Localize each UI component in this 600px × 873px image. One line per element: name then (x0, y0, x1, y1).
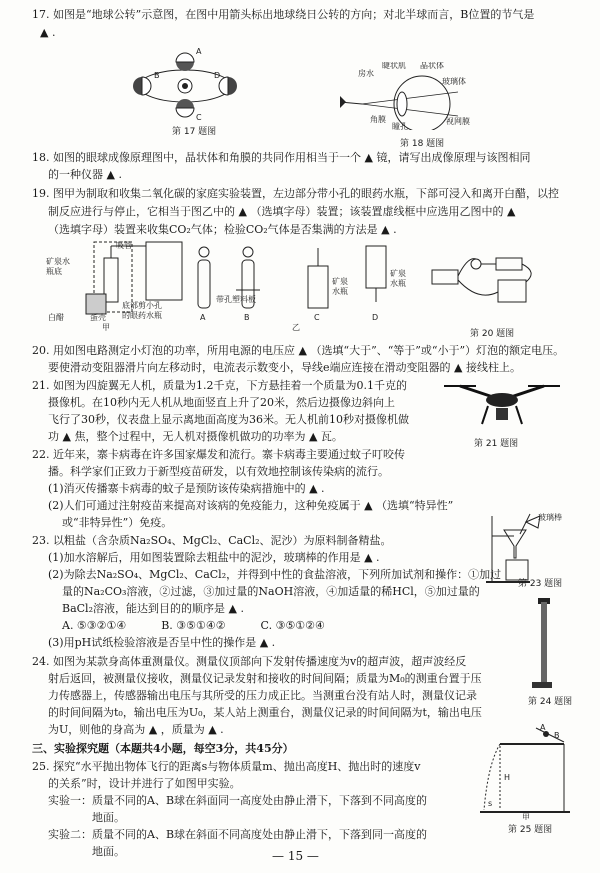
q25-line5: 实验二：质量不同的A、B球在斜面不同高度处由静止滑下，下落到同一高度的 (48, 828, 428, 841)
fig19-option-b: B (244, 313, 250, 322)
q21-line1: 21. 如图为四旋翼无人机，质量为1.2千克，下方悬挂着一个质量为0.1千克的 (32, 379, 407, 392)
section-3-heading: 三、实验探究题（本题共4小题，每空3分，共45分） (32, 742, 294, 755)
q24-line2: 射后返回，被测量仪接收，测量仪记录发射和接收的时间间隔；质量为M₀的测重台置于压 (48, 672, 482, 685)
q24-line3: 力传感器上，传感器输出电压与其所受的压力成正比。当测重台没有站人时，测量仪记录 (48, 689, 477, 702)
fig25-label-s: s (488, 799, 493, 808)
q21-line2: 摄像机。在10秒内无人机从地面竖直上升了20米，然后边摄像边斜向上 (48, 396, 395, 409)
q23-line2: (1)加水溶解后，用如图装置除去粗盐中的泥沙，玻璃棒的作用是 ▲ . (48, 551, 380, 564)
fig19-label-straw: 吸管 (116, 241, 132, 250)
q25-line6: 地面。 (92, 845, 125, 858)
fig25-label-a: A (540, 724, 546, 732)
fig25-label-b: B (554, 731, 560, 740)
q23-options: A. ⑤③②①④ B. ③⑤①④② C. ③⑤①②④ (62, 619, 325, 632)
q19-line1: 19. 图甲为制取和收集二氧化碳的家庭实验装置，左边部分带小孔的眼药水瓶，下部可浸入和离开白醋，以控 (32, 187, 559, 200)
q20-line2: 要使滑动变阻器滑片向左移动时，电流表示数变小，导线e端应连接在滑动变阻器的 ▲ 接线柱上。 (48, 361, 521, 374)
fig19-label-d-bottle-2: 水瓶 (390, 279, 406, 288)
q17-line2: ▲ . (40, 26, 56, 39)
q22-line3: (1)消灭传播寨卡病毒的蚊子是预防该传染病措施中的 ▲ . (48, 482, 325, 495)
q24-line4: 的时间间隔为t₀，输出电压为U₀，某人站上测重台，测量仪记录的时间间隔为t，输出电压 (48, 706, 482, 719)
fig18-label-aqueous: 房水 (358, 69, 374, 78)
fig19-option-a: A (200, 313, 206, 322)
fig19-option-d: D (372, 313, 379, 322)
fig18-label-lens: 晶状体 (420, 62, 444, 70)
fig19-label-eyedrop-2: 的眼药水瓶 (122, 311, 162, 320)
fig18-label-ciliary: 睫状肌 (382, 62, 406, 70)
q23-line7: (3)用pH试纸检验溶液是否呈中性的操作是 ▲ . (48, 636, 276, 649)
fig19-label-d-bottle-1: 矿泉 (390, 269, 406, 278)
q17-line1: 17. 如图是“地球公转”示意图，在图中用箭头标出地球绕日公转的方向；对北半球而言，B位置的节气是 (32, 8, 535, 21)
q23-line5: BaCl₂溶液，能达到目的的顺序是 ▲ . (62, 602, 244, 615)
fig19-label-bottle-bottom: 瓶底 (46, 267, 62, 276)
fig19-label-vinegar: 白醋 (48, 313, 64, 322)
q24-line5: 为U，则他的身高为 ▲ ，质量为 ▲ . (48, 723, 224, 736)
q18-line1: 18. 如图的眼球成像原理图中，晶状体和角膜的共同作用相当于一个 ▲ 镜，请写出成像原理与该图相同 (32, 151, 531, 164)
q25-line3: 实验一：质量不同的A、B球在斜面同一高度处由静止滑下，下落到不同高度的 (48, 794, 428, 807)
fig23-label-glass-rod: 玻璃棒 (538, 513, 562, 522)
fig18-eye-diagram (340, 62, 480, 130)
page-number: — 15 — (272, 849, 319, 863)
fig19-label-jia: 甲 (102, 323, 110, 332)
fig19-label-yi: 乙 (292, 323, 300, 332)
fig20-caption: 第 20 题图 (470, 329, 515, 339)
fig18-label-retina: 视网膜 (446, 117, 470, 126)
fig25-label-jia: 甲 (522, 813, 530, 820)
q19-line2: 制反应进行与停止，它相当于图乙中的 ▲ （选填字母）装置；该装置虚线框中应选用乙图中的 ▲ (48, 205, 516, 218)
fig20-circuit (428, 252, 548, 310)
q23-line1: 23. 以粗盐（含杂质Na₂SO₄、MgCl₂、CaCl₂、泥沙）为原料制备精盐。 (32, 534, 392, 547)
q23-line3: (2)为除去Na₂SO₄、MgCl₂、CaCl₂，并得到中性的食盐溶液，下列所加试剂和操作：①加过 (48, 568, 502, 581)
fig19-label-mineral-water: 矿泉水 (46, 257, 70, 266)
q22-line4: (2)人们可通过注射疫苗来提高对该病的免疫能力，这种免疫属于 ▲ （选填“特异性” (48, 499, 454, 512)
q22-line5: 或“非特异性”）免疫。 (62, 516, 173, 529)
q22-line1: 22. 近年来，寨卡病毒在许多国家爆发和流行。寨卡病毒主要通过蚊子叮咬传 (32, 448, 405, 461)
fig25-projectile (480, 724, 570, 820)
fig17-label-c: C (196, 113, 202, 120)
q25-line4: 地面。 (92, 811, 125, 824)
q22-line2: 播。科学家们正致力于新型疫苗研发，以有效地控制该传染病的流行。 (48, 465, 389, 478)
fig17-label-b: B (154, 71, 160, 80)
fig21-drone (440, 378, 564, 430)
fig19-label-c-bottle-2: 水瓶 (332, 287, 348, 296)
fig24-caption: 第 24 题图 (528, 697, 573, 707)
fig23-caption: 第 23 题图 (518, 579, 563, 589)
fig18-label-vitreous: 玻璃体 (442, 77, 466, 86)
q19-line3: （选填字母）装置来收集CO₂气体；检验CO₂气体是否集满的方法是 ▲ . (48, 223, 397, 236)
q24-line1: 24. 如图为某款身高体重测量仪。测量仪顶部向下发射传播速度为v的超声波，超声波经反 (32, 655, 467, 668)
q25-line1: 25. 探究“水平抛出物体飞行的距离s与物体质量m、抛出高度H、抛出时的速度v (32, 760, 421, 773)
q21-line3: 飞行了30秒，仪表盘上显示离地面高度为36米。无人机前10秒对摄像机做 (48, 413, 409, 426)
fig19-label-eggshell: 蛋壳 (90, 313, 106, 322)
q18-line2: 的一种仪器 ▲ . (48, 168, 122, 181)
fig18-label-pupil: 瞳孔 (392, 122, 408, 130)
fig18-caption: 第 18 题图 (400, 139, 445, 149)
fig19-option-c: C (314, 313, 320, 322)
q23-line4: 量的Na₂CO₃溶液，②过滤，③加过量的NaOH溶液，④加适量的稀HCl，⑤加过量的 (62, 585, 480, 598)
fig25-label-h: H (504, 773, 511, 782)
fig19-label-eyedrop-1: 底部剪小孔 (122, 301, 162, 310)
fig17-caption: 第 17 题图 (172, 127, 217, 137)
q20-line1: 20. 用如图电路测定小灯泡的功率，所用电源的电压应 ▲ （选填“大于”、“等于”或“小于”）灯泡的额定电压。 (32, 344, 565, 357)
q25-line2: 的关系”时，设计并进行了如图甲实验。 (48, 777, 241, 790)
fig25-caption: 第 25 题图 (508, 825, 553, 835)
fig17-orbit-diagram (130, 48, 240, 120)
fig19-label-c-bottle-1: 矿泉 (332, 277, 348, 286)
fig17-label-a: A (196, 48, 202, 56)
fig19-apparatus (46, 240, 411, 332)
fig18-label-cornea: 角膜 (370, 115, 386, 124)
fig24-height-scale (528, 596, 558, 692)
fig17-label-d: D (214, 71, 221, 80)
fig21-caption: 第 21 题图 (474, 439, 519, 449)
fig19-label-perforated-plate: 带孔塑料板 (216, 295, 256, 304)
q21-line4: 功 ▲ 焦，整个过程中，无人机对摄像机做功的功率为 ▲ 瓦。 (48, 430, 343, 443)
